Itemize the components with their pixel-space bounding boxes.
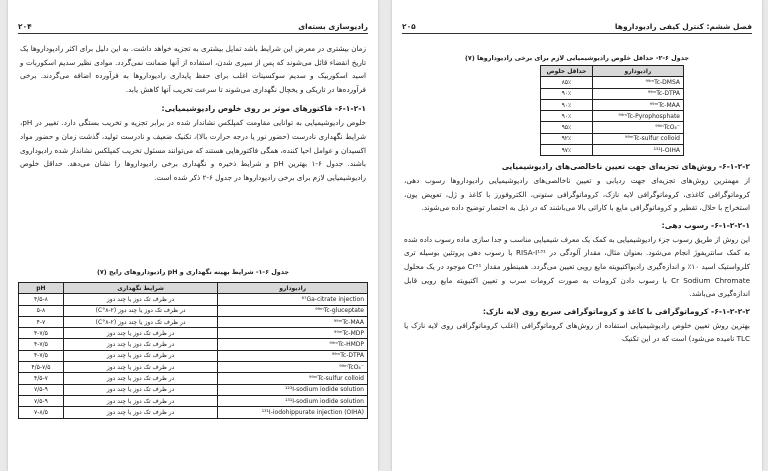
cell-drug: ¹³¹I-sodium iodide solution — [218, 395, 368, 406]
cell-storage: در ظرف تک دوز یا چند دوز — [63, 407, 218, 418]
table-row — [19, 384, 368, 395]
cell-purity: ۹۷٪ — [541, 145, 593, 156]
chromatography-paragraph: بهترین روش تعیین خلوص رادیوشیمیایی استفاده از روش‌های کروماتوگرافی (اغلب کروماتوگرافی روی لایه نازک یا TLC نامیده می‌شود) است که در این تکنیک — [404, 320, 750, 344]
cell-purity: ۹۰٪ — [541, 111, 593, 122]
table-row — [541, 77, 684, 88]
cell-drug: ⁹⁹ᵐTc-DTPA — [218, 350, 368, 361]
cell-ph: ۴/۵-۸ — [19, 294, 64, 305]
cell-drug: ⁹⁹ᵐTc-MAA — [592, 99, 683, 110]
cell-drug: ⁹⁹ᵐTc-MAA — [218, 316, 368, 327]
analysis-methods-paragraph: از مهمترین روش‌های تجزیه‌ای جهت ردیابی و تعیین ناخالصی‌های رادیوشیمیایی رادیوداروها رسوب دهی، کروماتوگرافی کاغذی، کروماتوگرافی لایه نازک، کروماتوگرافی ستونی، الکتروفورز با کاغذ و ژل، تعویض یون، استخراج با حلال، تقطیر و کروماتوگرافی مایع با کارائی بالا می‌باشند که در ذیل به اختصار توضیح داده می‌شوند. — [404, 176, 750, 213]
cell-storage: در ظرف تک دوز یا چند دوز — [63, 384, 218, 395]
table-row — [19, 328, 368, 339]
cell-drug: ⁹⁹ᵐTc-MDP — [218, 328, 368, 339]
cell-storage: در ظرف تک دوز یا چند دوز (۲-۸°C) — [63, 305, 218, 316]
cell-purity: ۹۵٪ — [541, 122, 593, 133]
left-page-header — [18, 20, 368, 34]
cell-storage: در ظرف تک دوز یا چند دوز — [63, 362, 218, 373]
left-table-caption: جدول ۶-۱- شرایط بهینه نگهداری و pH رادیوداروهای رایج (۷) — [96, 268, 290, 276]
table-row — [541, 99, 684, 110]
column-header-purity: حداقل خلوص — [541, 66, 593, 77]
cell-drug: ¹²³I-sodium iodide solution — [218, 384, 368, 395]
cell-storage: در ظرف تک دوز یا چند دوز — [63, 373, 218, 384]
section-heading: ۶-۱-۲-۱- فاکتورهای موثر بر روی خلوص رادیوشیمیایی: — [161, 104, 366, 114]
right-table-caption: جدول ۶-۲- حداقل خلوص رادیوشیمیایی لازم برای برخی رادیوداروها (۷) — [464, 54, 689, 62]
table-row — [19, 362, 368, 373]
cell-drug: ⁹⁹ᵐTc-gluceptate — [218, 305, 368, 316]
cell-storage: در ظرف تک دوز یا چند دوز — [63, 339, 218, 350]
cell-purity: ۹۰٪ — [541, 88, 593, 99]
cell-purity: ۸۵٪ — [541, 77, 593, 88]
table-row — [19, 350, 368, 361]
intro-paragraph: زمان بیشتری در معرض این شرایط باشد تمایل بیشتری به تجزیه خواهد داشت. به این دلیل برای اکثر رادیوداروها یک تاریخ انقضاء قائل می‌شوند که پس از سپری شدن، استفاده از آنها ضمانت نمی‌گردد. موادی نظیر سدیم اسکوربات و اسید اسکوربیک و سدیم سوکسینات اغلب برای حفظ پایداری رادیوداروها به فرآورده اضافه می‌گردند. برخی فرآورده‌ها در تاریکی و یخچال نگهداری می‌شوند تا سرعت تخریب آنها کاهش یابد. — [20, 44, 366, 94]
table-row — [19, 373, 368, 384]
left-page-header-title: رادیوسازی بسته‌ای — [298, 22, 368, 31]
cell-ph: ۴/۵-۷ — [19, 373, 64, 384]
table-row — [19, 395, 368, 406]
column-header-drug: رادیودارو — [592, 66, 683, 77]
cell-storage: در ظرف تک دوز یا چند دوز — [63, 294, 218, 305]
cell-ph: ۴-۷/۵ — [19, 350, 64, 361]
cell-ph: ۴/۵-۷/۵ — [19, 362, 64, 373]
cell-ph: ۷-۸/۵ — [19, 407, 64, 418]
cell-purity: ۹۰٪ — [541, 99, 593, 110]
precipitation-heading: ۶-۱-۲-۲-۱- رسوب دهی: — [661, 220, 750, 230]
table-row — [19, 316, 368, 327]
table-row — [541, 111, 684, 122]
cell-drug: ⁹⁹ᵐTc-sulfur colloid — [218, 373, 368, 384]
cell-drug: ⁶⁷Ga-citrate injection — [218, 294, 368, 305]
right-page — [392, 0, 762, 471]
cell-storage: در ظرف تک دوز یا چند دوز (۲-۸°C) — [63, 316, 218, 327]
table-row — [541, 122, 684, 133]
left-page — [8, 0, 378, 471]
table-row — [19, 294, 368, 305]
cell-ph: ۷/۵-۹ — [19, 384, 64, 395]
cell-storage: در ظرف تک دوز یا چند دوز — [63, 350, 218, 361]
table-row — [19, 407, 368, 418]
cell-drug: ¹³¹I-OIHA — [592, 145, 683, 156]
cell-drug: ⁹⁹ᵐTcO₄⁻ — [218, 362, 368, 373]
cell-drug: ⁹⁹ᵐTc-sulfur colloid — [592, 133, 683, 144]
cell-ph: ۴-۷/۵ — [19, 339, 64, 350]
left-page-number: ۲۰۴ — [18, 22, 32, 31]
precipitation-paragraph: این روش از طریق رسوب جزء رادیوشیمیایی به کمک یک معرف شیمیایی مناسب و جدا سازی ماده رسوب داده شده به کمک سانتریفوژ انجام می‌شود. بعنوان مثال، مقدار آلودگی در RISA-I¹³¹ با رسوب دهی پروتئین بوسیله تری کلرواستیک اسید ۱۰٪ و اندازه‌گیری رادیواکتیویته مایع رویی تعیین می‌گردد. همینطور مقدار Cr⁵¹ موجود در یک محلول Cr Sodium Chromate با رسوب دادن کرومات به صورت کرومات سرب و تعیین اکتیویته مایع رویی قابل اندازه‌گیری می‌باشد. — [404, 234, 750, 299]
table-header-row — [19, 283, 368, 294]
storage-ph-table-body — [19, 294, 368, 418]
table-row — [541, 145, 684, 156]
table-header-row — [541, 66, 684, 77]
cell-drug: ⁹⁹ᵐTc-Pyrophosphate — [592, 111, 683, 122]
cell-ph: ۷/۵-۹ — [19, 395, 64, 406]
section-paragraph: خلوص رادیوشیمیایی به توانایی مقاومت کمپلکس نشاندار شده در برابر تجزیه و تخریب بستگی دارد. تغییر در pH، شرایط نگهداری نادرست (حضور نور یا درجه حرارت بالا)، تکنیک ضعیف و نادرست تولید، گذشت زمان و حضور مواد اکسیدان و عوامل احیا کننده، همگی فاکتورهایی هستند که می‌توانند مسئول تخریب کمپلکس نشاندار شده رادیوداروی باشند. جدول ۶-۱ بهترین pH و شرایط ذخیره و نگهداری برخی رادیوداروها را نشان می‌دهد. حداقل خلوص رادیوشیمیایی لازم برای برخی رادیوداروها در جدول ۶-۲ ذکر شده است. — [20, 118, 366, 182]
cell-storage: در ظرف تک دوز یا چند دوز — [63, 328, 218, 339]
cell-ph: ۴-۷/۵ — [19, 328, 64, 339]
table-row — [541, 88, 684, 99]
chromatography-heading: ۶-۱-۲-۲-۲- کروماتوگرافی با کاغذ و کروماتوگرافی سریع روی لایه نازک: — [482, 306, 750, 316]
table-row — [541, 133, 684, 144]
cell-drug: ⁹⁹ᵐTc-DMSA — [592, 77, 683, 88]
right-page-number: ۲۰۵ — [402, 22, 416, 31]
cell-drug: ⁹⁹ᵐTc-DTPA — [592, 88, 683, 99]
table-row — [19, 339, 368, 350]
analysis-methods-heading: ۶-۱-۲-۲- روش‌های تجزیه‌ای جهت تعیین ناخالصی‌های رادیوشیمیایی — [501, 162, 750, 171]
table-row — [19, 305, 368, 316]
left-page-body — [20, 42, 366, 184]
min-purity-table — [540, 65, 684, 156]
cell-ph: ۴-۷ — [19, 316, 64, 327]
cell-ph: ۵-۸ — [19, 305, 64, 316]
right-page-header — [402, 20, 752, 34]
right-page-body — [404, 160, 750, 346]
column-header-storage: شرایط نگهداری — [63, 283, 218, 294]
right-page-header-title: فصل ششم: کنترل کیفی رادیوداروها — [614, 22, 752, 31]
cell-drug: ¹³¹I-iodohippurate injection (OIHA) — [218, 407, 368, 418]
cell-drug: ⁹⁹ᵐTcO₄⁻ — [592, 122, 683, 133]
cell-storage: در ظرف تک دوز یا چند دوز — [63, 395, 218, 406]
cell-purity: ۹۲٪ — [541, 133, 593, 144]
column-header-drug: رادیودارو — [218, 283, 368, 294]
column-header-ph: pH — [19, 283, 64, 294]
storage-ph-table — [18, 282, 368, 419]
cell-drug: ⁹⁹ᵐTc-HMDP — [218, 339, 368, 350]
min-purity-table-body — [541, 77, 684, 156]
